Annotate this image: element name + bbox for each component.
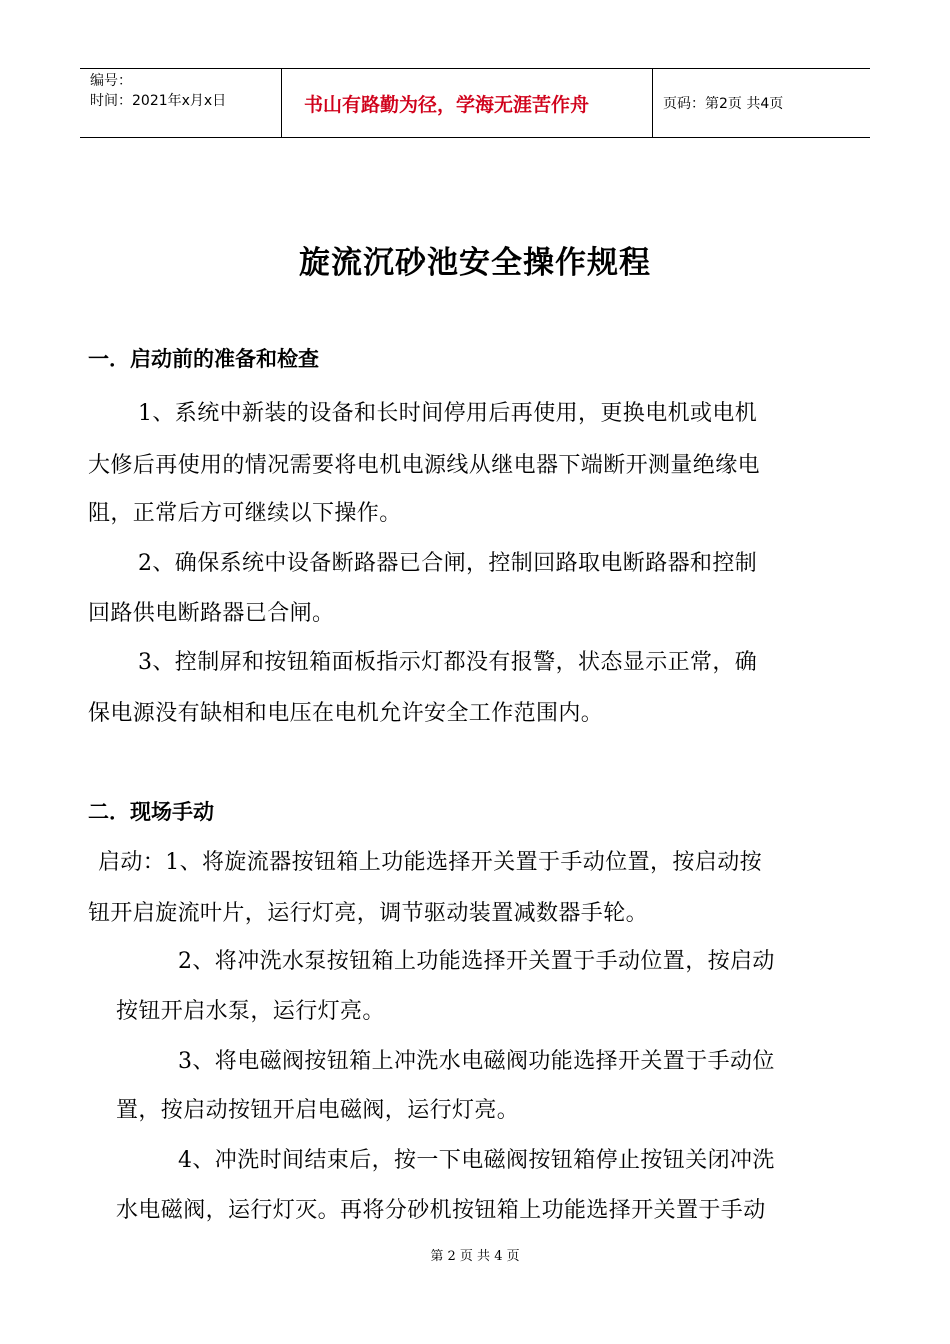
page-footer: 第 2 页 共 4 页 <box>430 1249 520 1264</box>
header-meta <box>80 69 281 137</box>
s2-line: 启动：1、将旋流器按钮箱上功能选择开关置于手动位置，按启动按 <box>98 850 762 875</box>
header-page-info: 页码：第2页 共4页 <box>663 96 784 112</box>
s2-line: 4、冲洗时间结束后，按一下电磁阀按钮箱停止按钮关闭冲洗 <box>178 1148 775 1173</box>
header-date: 时间：2021年x月x日 <box>90 93 227 109</box>
s1-line: 保电源没有缺相和电压在电机允许安全工作范围内。 <box>88 701 604 726</box>
s1-line: 2、确保系统中设备断路器已合闸，控制回路取电断路器和控制 <box>138 551 758 576</box>
s2-line: 2、将冲洗水泵按钮箱上功能选择开关置于手动位置，按启动 <box>178 949 775 974</box>
header-number: 编号： <box>90 73 132 89</box>
document-title: 旋流沉砂池安全操作规程 <box>299 245 651 281</box>
s1-line: 3、控制屏和按钮箱面板指示灯都没有报警，状态显示正常，确 <box>138 650 758 675</box>
s1-line: 回路供电断路器已合闸。 <box>88 601 335 626</box>
s1-line: 阻，正常后方可继续以下操作。 <box>88 501 402 526</box>
s2-line: 钮开启旋流叶片，运行灯亮，调节驱动装置减数器手轮。 <box>88 901 649 926</box>
section2-heading: 二．现场手动 <box>88 800 214 824</box>
section1-heading: 一．启动前的准备和检查 <box>88 347 319 371</box>
s2-line: 置，按启动按钮开启电磁阀，运行灯亮。 <box>116 1098 520 1123</box>
s1-line: 大修后再使用的情况需要将电机电源线从继电器下端断开测量绝缘电 <box>88 453 761 478</box>
s2-line: 按钮开启水泵，运行灯亮。 <box>116 999 385 1024</box>
page-header <box>80 68 870 138</box>
s2-line: 水电磁阀，运行灯灭。再将分砂机按钮箱上功能选择开关置于手动 <box>116 1198 766 1223</box>
s1-line: 1、系统中新装的设备和长时间停用后再使用，更换电机或电机 <box>138 401 758 426</box>
header-motto: 书山有路勤为径，学海无涯苦作舟 <box>281 69 653 137</box>
s2-line: 3、将电磁阀按钮箱上冲洗水电磁阀功能选择开关置于手动位 <box>178 1049 775 1074</box>
